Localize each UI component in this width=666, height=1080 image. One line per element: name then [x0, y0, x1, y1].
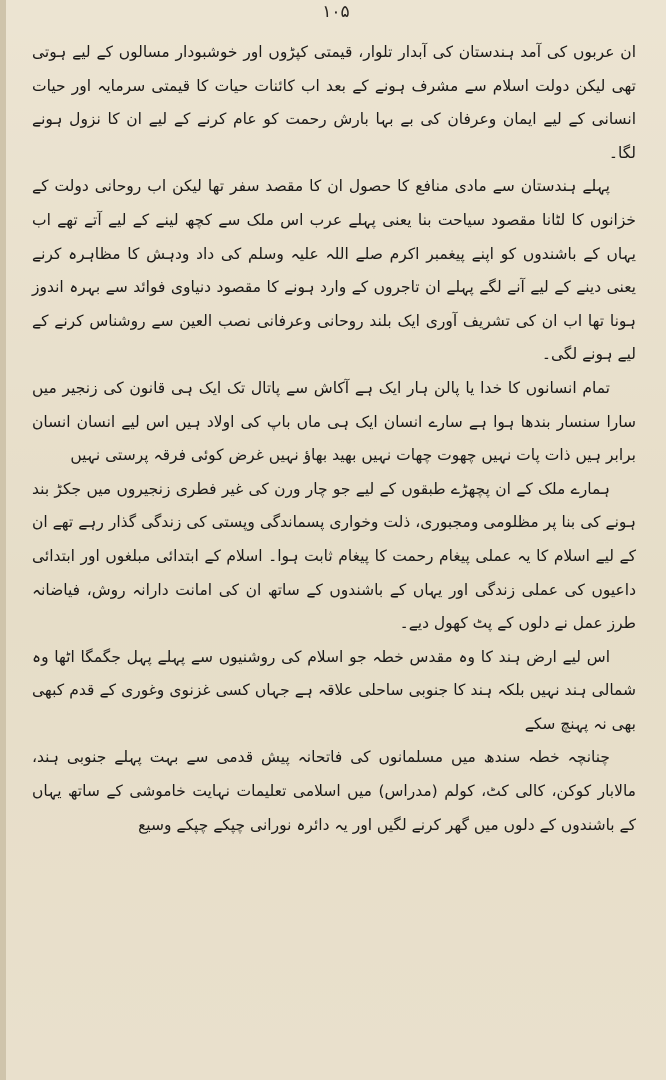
page-text-body	[32, 36, 636, 842]
paragraph: تمام انسانوں کا خدا یا پالن ہار ایک ہے آکاش سے پاتال تک ایک ہی قانون کی زنجیر میں سارا سنسار بندھا ہوا ہے سارے انسان ایک ہی ماں باپ کی اولاد ہیں اس لیے انسان انسان برابر ہیں ذات پات نہیں چھوت چھات نہیں بھید بھاؤ نہیں غرض کوئی فرقہ پرستی نہیں	[32, 378, 636, 465]
paragraph: ہمارے ملک کے ان پچھڑے طبقوں کے لیے جو چار ورن کی غیر فطری زنجیروں میں جکڑ بند ہونے کی بنا پر مظلومی ومجبوری، ذلت وخواری پسماندگی وپستی کی زندگی گذار رہے تھے ان کے لیے اسلام کا یہ عملی پیغام رحمت کا پیغام ثابت ہوا۔ اسلام کے ابتدائی مبلغوں اور ابتدائی داعیوں کی عملی زندگی اور یہاں کے باشندوں کے ساتھ ان کی امانت دارانہ روش، فیاضانہ طرز عمل نے دلوں کے پٹ کھول دیے۔	[32, 479, 636, 633]
paragraph: ان عربوں کی آمد ہندستان کی آبدار تلوار، قیمتی کپڑوں اور خوشبودار مسالوں کے لیے ہوتی تھی لیکن دولت اسلام سے مشرف ہونے کے بعد اب کائنات حیات کا قیمتی سرمایہ اور حیات انسانی کے لیے ایمان وعرفان کی بے بہا بارش رحمت کو عام کرنے کے لیے ان کا نزول ہونے لگا۔	[32, 43, 636, 162]
page-number: ۱۰۵	[322, 2, 350, 22]
paragraph: پہلے ہندستان سے مادی منافع کا حصول ان کا مقصد سفر تھا لیکن اب روحانی دولت کے خزانوں کا لٹانا مقصود سیاحت بنا یعنی پہلے عرب اس ملک سے کچھ لینے کے لیے آتے تھے اب یہاں کے باشندوں کو اپنے پیغمبر اکرم صلے اللہ علیہ وسلم کی داد ودہش کا مظاہرہ کرنے یعنی دینے کے لیے آنے لگے پہلے ان تاجروں کے وارد ہونے کا مقصود دنیاوی فوائد سے بہرہ اندوز ہونا تھا اب ان کی تشریف آوری ایک بلند روحانی وعرفانی نصب العین سے روشناس کرنے کے لیے ہونے لگی۔	[32, 177, 636, 364]
paragraph: چنانچہ خطہ سندھ میں مسلمانوں کی فاتحانہ پیش قدمی سے بہت پہلے جنوبی ہند، مالابار کوکن، کالی کٹ، کولم (مدراس) میں اسلامی تعلیمات نہایت خاموشی کے ساتھ یہاں کے باشندوں کے دلوں میں گھر کرنے لگیں اور یہ دائرہ نورانی چپکے چپکے وسیع	[32, 748, 636, 834]
paragraph: اس لیے ارض ہند کا وہ مقدس خطہ جو اسلام کی روشنیوں سے پہلے پہل جگمگا اٹھا وہ شمالی ہند نہیں بلکہ ہند کا جنوبی ساحلی علاقہ ہے جہاں کسی غزنوی وغوری کے قدم کبھی بھی نہ پہنچ سکے	[32, 647, 636, 733]
